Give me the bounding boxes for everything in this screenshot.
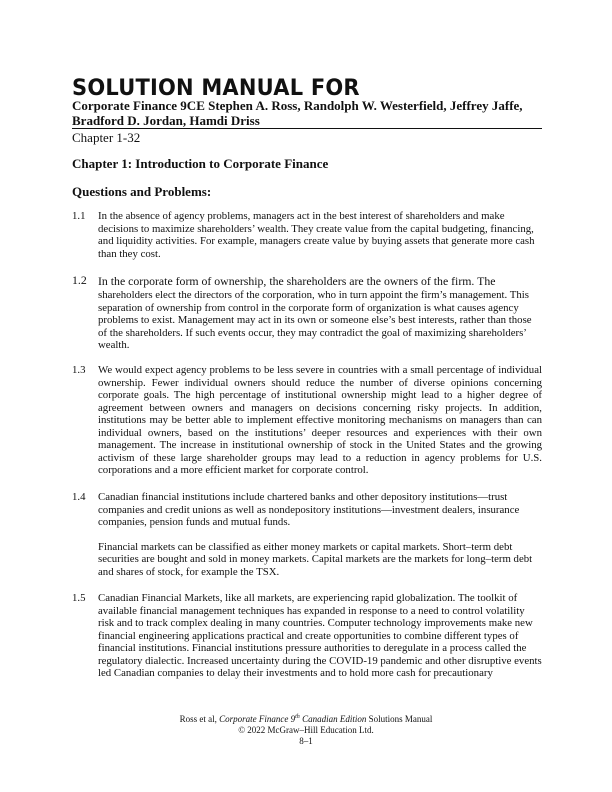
footer-suffix: Solutions Manual [366,714,433,724]
page-number: 8–1 [299,736,313,746]
question-item-1-2 [72,274,542,352]
question-number: 1.5 [72,592,86,604]
question-item-1-3 [72,364,542,477]
footer-superscript: th [295,714,300,720]
question-number: 1.2 [72,273,87,287]
answer-paragraph: We would expect agency problems to be less severe in countries with a small percentage of individual ownership. Fewer individual owners should reduce the number of diverse opinions concerning corporate goals. The high percentage of institutional ownership might lead to a higher degree of agreement between owners and managers on decisions concerning risky projects. In addition, institutions may be better able to implement effective monitoring mechanisms on managers than can individual owners, based on the institutions’ deeper resources and experiences with their own management. The increase in institutional ownership of stock in the United States and the growing activism of these large shareholder groups may lead to a reduction in agency problems for U.S. corporations and a more efficient market for corporate control. [98,364,542,476]
answer-paragraph: In the absence of agency problems, managers act in the best interest of shareholders and make decisions to maximize shareholders’ wealth. They create value from the capital budgeting, financing, and liquidity activities. For example, managers create value by buying assets that generate more cash than they cost. [98,210,535,260]
question-item-1-5 [72,592,542,680]
question-number: 1.3 [72,364,86,376]
chapter-heading: Chapter 1: Introduction to Corporate Finance [72,156,329,171]
book-subtitle: Corporate Finance 9CE Stephen A. Ross, Randolph W. Westerfield, Jeffrey Jaffe, Bradford D. Jordan, Hamdi Driss [72,98,523,128]
answer-paragraph: shareholders elect the directors of the corporation, who in turn appoint the firm’s management. This separation of ownership from control in the corporate form of organization is what causes agency problems to exist. Management may act in its own or someone else’s best interests, rather than those of the shareholders. If such events occur, they may contradict the goal of maximizing shareholders’ wealth. [98,289,532,351]
question-number: 1.1 [72,210,86,222]
question-number: 1.4 [72,491,86,503]
footer-edition: Canadian Edition [299,714,367,724]
footer-book-title: Corporate Finance 9 [219,714,296,724]
question-item-1-1 [72,210,542,260]
footer-citation [0,714,612,725]
footer-prefix: Ross et al, [179,714,220,724]
section-heading: Questions and Problems: [72,184,212,199]
question-item-1-4 [72,491,542,578]
page-footer [0,714,612,747]
answer-first-line: In the corporate form of ownership, the shareholders are the owners of the firm. The [98,274,496,288]
chapter-range: Chapter 1-32 [72,130,141,145]
answer-paragraph: Canadian Financial Markets, like all markets, are experiencing rapid globalization. The toolkit of available financial management techniques has expanded in response to a need to control volatility risk and to track complex dealing in many countries. Computer technology improvements make new financial engineering applications practical and create opportunities to combine different types of financial institutions. Financial institutions pressure authorities to deregulate in a process called the regulatory dialectic. Increased uncertainty during the COVID-19 pandemic and other disruptive events led Canadian companies to delay their investments and to hold more cash for precautionary [98,592,542,679]
answer-paragraph: Canadian financial institutions include chartered banks and other depository institutions—trust companies and credit unions as well as nondepository institutions—investment dealers, insurance companies, pension funds and mutual funds. [98,491,520,528]
answer-paragraph: Financial markets can be classified as either money markets or capital markets. Short–term debt securities are bought and sold in money markets. Capital markets are the markets for long–term debt and shares of stock, for example the TSX. [98,540,533,578]
header-rule [72,128,542,129]
banner-title: SOLUTION MANUAL FOR [72,75,360,101]
footer-copyright: © 2022 McGraw–Hill Education Ltd. [238,725,374,735]
